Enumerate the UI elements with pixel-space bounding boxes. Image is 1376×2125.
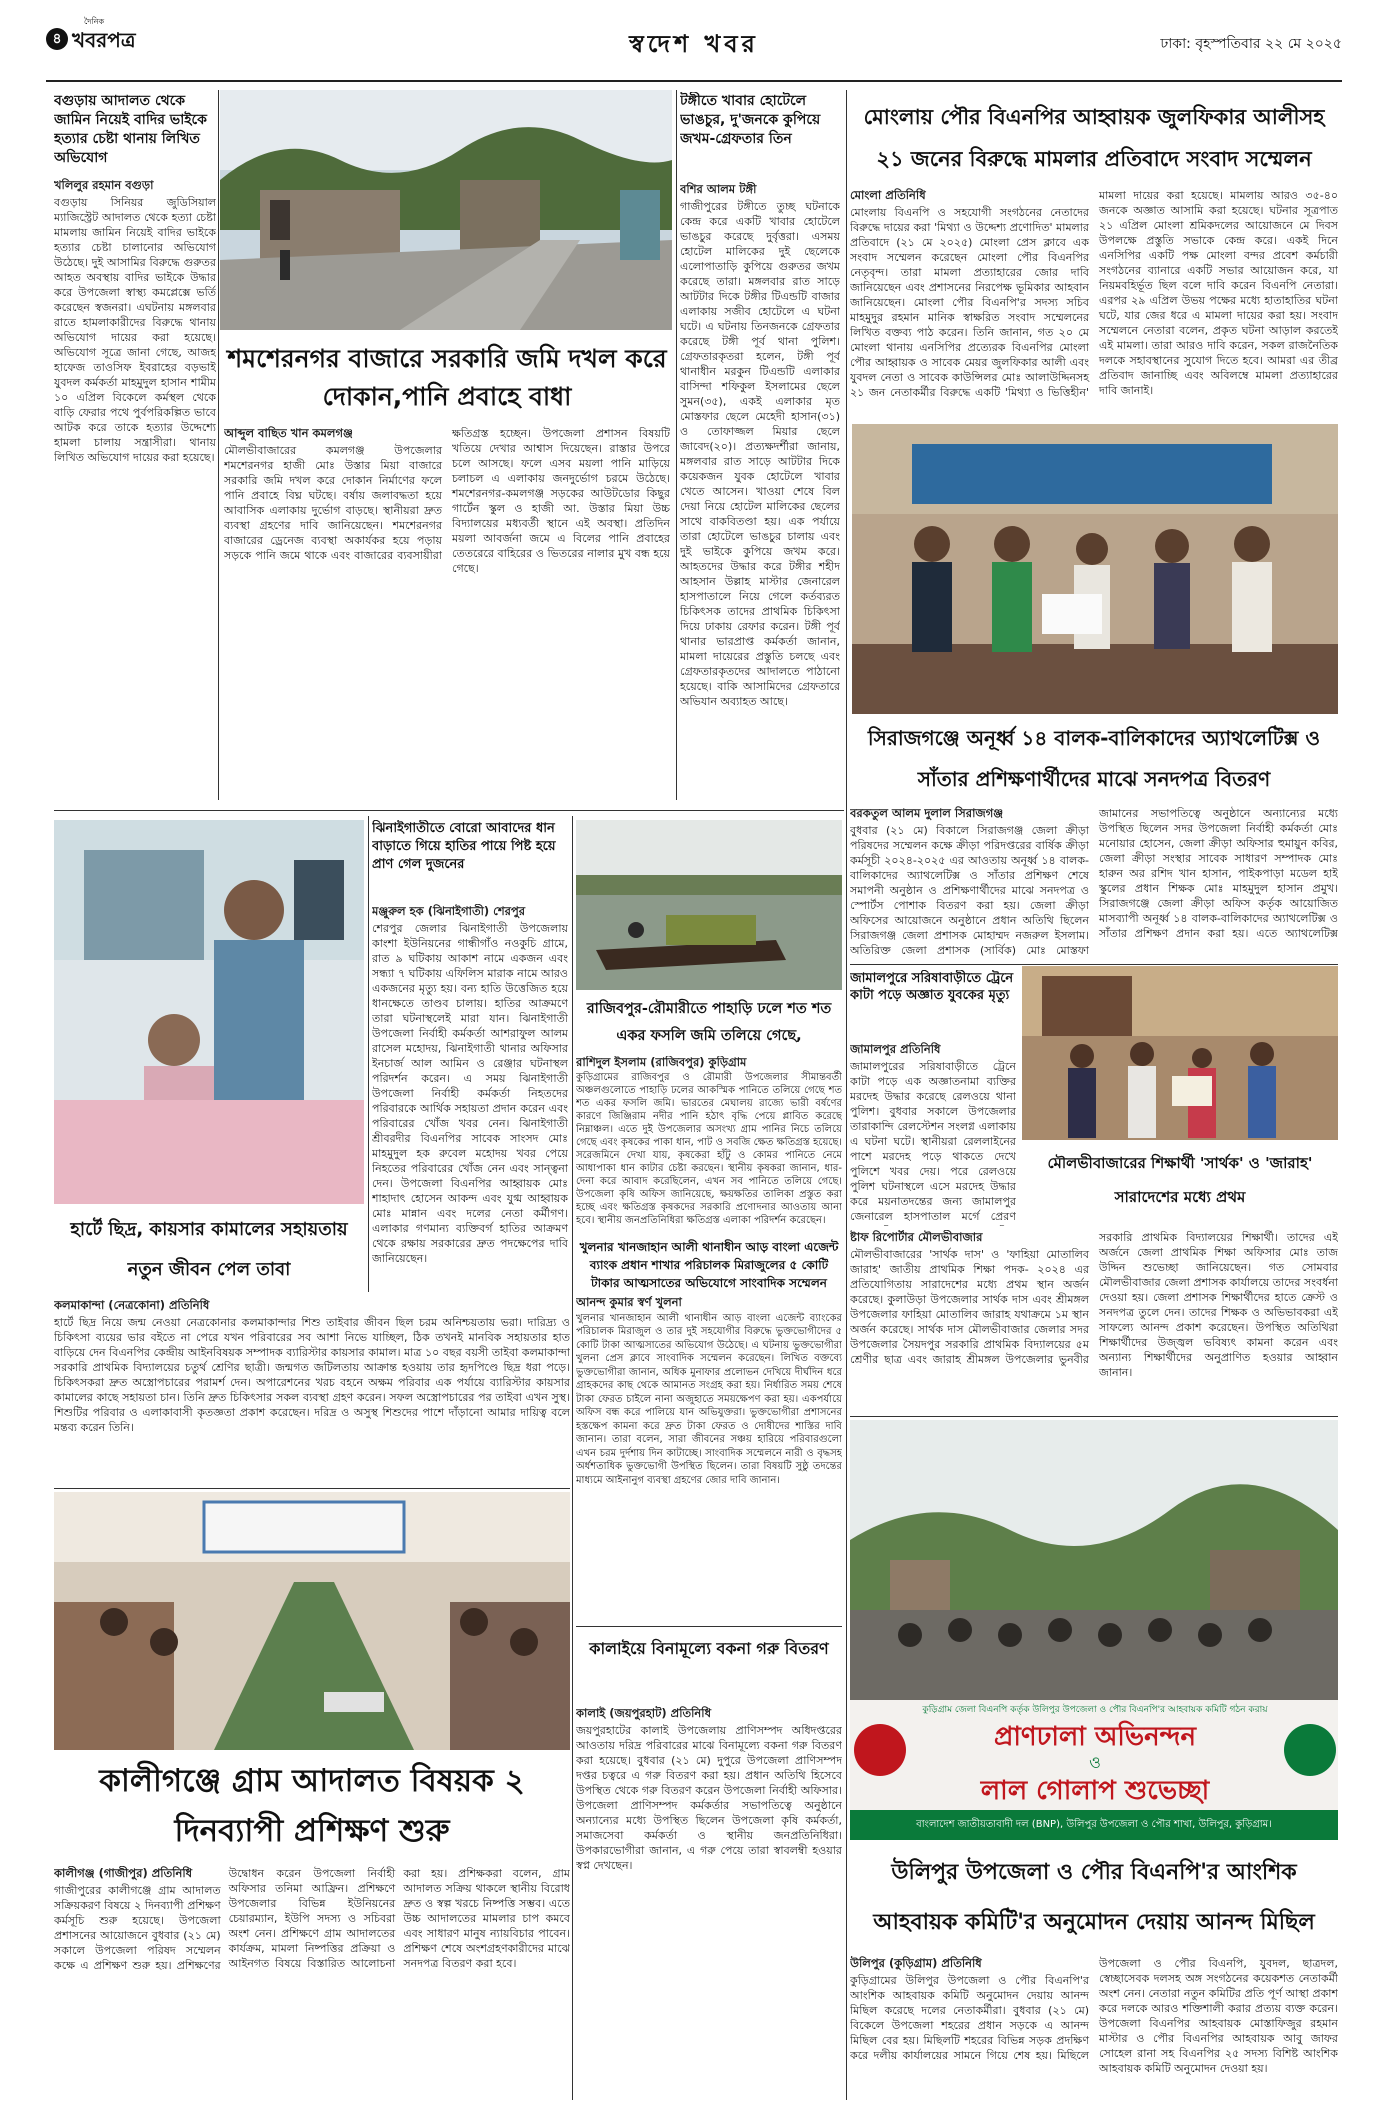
tibba-headline: হার্টে ছিদ্র, কায়সার কামালের সহায়তায় নতুন জীবন পেল তাবা xyxy=(70,1219,348,1280)
tongi-text: গাজীপুরের টঙ্গীতে তুচ্ছ ঘটনাকে কেন্দ্র করে একটি খাবার হোটেলে ভাঙচুর করেছে দুর্বৃত্তরা। এসময় হোটেল মালিকের দুই ছেলেকে এলোপাতাড়ি কুপিয়ে গুরুতর জখম করেছে তারা। মঙ্গলবার রাত সাড়ে আটটার দিকে টঙ্গীর টিএন্ডটি বাজার এলাকায় সজীব হোটেলে এ ঘটনা ঘটে। এ ঘটনায় তিনজনকে গ্রেফতার করেছে টঙ্গী পূর্ব থানা পুলিশ। গ্রেফতারকৃতরা হলেন, টঙ্গী পূর্ব থানাধীন মরকুন টিএন্ডটি এলাকার বাসিন্দা শফিকুল ইসলামের ছেলে সুমন(৩৫), একই এলাকার মৃত মোস্তফার ছেলে মেহেদী হাসান(৩১) ও তোফাজ্জল মিয়ার ছেলে জাবেদ(২০)। প্রত্যক্ষদর্শীরা জানায়, মঙ্গলবার রাত সাড়ে আটটার দিকে কয়েকজন যুবক হোটেলে খাবার খেতে আসেন। খাওয়া শেষে বিল দেয়া নিয়ে হোটেল মালিকের ছেলের সাথে বাকবিতণ্ডা হয়। এক পর্যায়ে তারা হোটেলে ভাঙচুর চালায় এবং দুই ভাইকে কুপিয়ে জখম করে। আহতদের উদ্ধার করে টঙ্গীর শহীদ আহসান উল্লাহ মাস্টার জেনারেল হাসপাতালে নিয়ে গেলে কর্তব্যরত চিকিৎসক তাদের প্রাথমিক চিকিৎসা দিয়ে ঢাকায় রেফার করেন। টঙ্গী পূর্ব থানার ভারপ্রাপ্ত কর্মকর্তা জানান, মামলা দায়েরের প্রস্তুতি চলছে এবং গ্রেফতারকৃতদের আদালতে পাঠানো হয়েছে। বাকি আসামিদের গ্রেফতারে অভিযান অব্যাহত আছে। xyxy=(680,200,840,708)
khulna-byline: আনন্দ কুমার স্বর্ণ খুলনা xyxy=(576,1296,682,1309)
section-title: স্বদেশ খবর xyxy=(629,29,759,58)
tibba-photo xyxy=(54,820,364,1204)
ulipur-photo xyxy=(850,1420,1338,1840)
jamalpur-byline: জামালপুর প্রতিনিধি xyxy=(850,1042,941,1056)
banner-party: বাংলাদেশ জাতীয়তাবাদী দল (BNP), উলিপুর উপজেলা ও পৌর শাখা, উলিপুর, কুড়িগ্রাম। xyxy=(916,1819,1272,1830)
brand-small: দৈনিক xyxy=(84,17,105,26)
rajibpur-byline: রাশিদুল ইসলাম (রাজিবপুর) কুড়িগ্রাম xyxy=(576,1056,747,1069)
column-rule xyxy=(368,816,369,1292)
shamshernagar-photo xyxy=(220,90,672,330)
rajibpur-photo xyxy=(576,820,842,990)
column-rule xyxy=(572,816,573,2100)
kaliganj-body xyxy=(54,1866,570,2098)
rajibpur-body xyxy=(576,1056,842,1232)
mongla-byline: মোংলা প্রতিনিধি xyxy=(850,188,926,202)
kaliya-body xyxy=(576,1706,842,2098)
jamalpur-headline: জামালপুরে সরিষাবাড়ীতে ট্রেনে কাটা পড়ে অজ্ঞাত যুবকের মৃত্যু xyxy=(850,971,1014,1003)
khulna-headline: খুলনার খানজাহান আলী থানাধীন আড় বাংলা এজেন্ট ব্যাংক প্রধান শাখার পরিচালক মিরাজুলের ৫ কোটি টাকার আত্মসাতের অভিযোগে সাংবাদিক সম্মেলন xyxy=(579,1240,839,1290)
kaliganj-text: গাজীপুরের কালীগঞ্জে গ্রাম আদালত সক্রিয়করণ বিষয়ে ২ দিনব্যাপী প্রশিক্ষণ কর্মসূচি শুরু হয়েছে। উপজেলা প্রশাসনের আয়োজনে বুধবার (২১ মে) সকালে উপজেলা পরিষদ সম্মেলন কক্ষে এ প্রশিক্ষণ শুরু হয়। প্রশিক্ষণের উদ্বোধন করেন উপজেলা নির্বাহী অফিসার তনিমা আফ্রিন। প্রশিক্ষণে উপজেলার বিভিন্ন ইউনিয়নের চেয়ারম্যান, ইউপি সদস্য ও সচিবরা অংশ নেন। প্রশিক্ষণে গ্রাম আদালতের কার্যক্রম, মামলা নিষ্পত্তির প্রক্রিয়া ও আইনগত বিষয়ে বিস্তারিত আলোচনা করা হয়। প্রশিক্ষকরা বলেন, গ্রাম আদালত সক্রিয় থাকলে স্থানীয় বিরোধ দ্রুত ও স্বল্প খরচে নিষ্পত্তি সম্ভব। এতে উচ্চ আদালতের মামলার চাপ কমবে এবং সাধারণ মানুষ ন্যায়বিচার পাবেন। প্রশিক্ষণ শেষে অংশগ্রহণকারীদের মাঝে সনদপত্র বিতরণ করা হবে। xyxy=(54,1867,570,1972)
tibba-body xyxy=(54,1298,570,1482)
khulna-body xyxy=(576,1296,842,1622)
row-rule xyxy=(850,964,1338,965)
sirajganj-text: বুধবার (২১ মে) বিকালে সিরাজগঞ্জ জেলা ক্রীড়া পরিষদের সম্মেলন কক্ষে ক্রীড়া পরিদপ্তরের বার্ষিক ক্রীড়া কর্মসূচী ২০২৪-২০২৫ এর আওতায় অনূর্ধ্ব ১৪ বালক-বালিকাদের অ্যাথলেটিক্স ও সাঁতার প্রশিক্ষণ শেষে সমাপনী অনুষ্ঠান ও প্রশিক্ষণার্থীদের মাঝে সনদপত্র ও স্পোর্টস পোশাক বিতরণ করা হয়। জেলা ক্রীড়া অফিসের আয়োজনে অনুষ্ঠানে প্রধান অতিথি ছিলেন সিরাজগঞ্জ জেলা প্রশাসক মোহাম্মদ নজরুল ইসলাম। অতিরিক্ত জেলা প্রশাসক (সার্বিক) মোঃ মোস্তফা জামানের সভাপতিত্বে অনুষ্ঠানে অন্যান্যের মধ্যে উপস্থিত ছিলেন সদর উপজেলা নির্বাহী কর্মকর্তা মোঃ মনোয়ার হোসেন, জেলা ক্রীড়া অফিসার হুমায়ুন কবির, জেলা ক্রীড়া সংস্থার সাবেক সাধারণ সম্পাদক মোঃ হারুন অর রশিদ খান হাসান, পাইকপাড়া মডেল হাই স্কুলের প্রধান শিক্ষক মোঃ মাহমুদুল হাসান প্রমুখ। সিরাজগঞ্জে জেলা ক্রীড়া অফিস কর্তৃক আয়োজিত মাসব্যাপী অনূর্ধ্ব ১৪ বালক-বালিকাদের অ্যাথলেটিক্স ও সাঁতার প্রশিক্ষণ প্রদান করা হয়। এতে অ্যাথলেটিক্স xyxy=(850,807,1338,957)
shamshernagar-byline: আব্দুল বাছিত খান কমলগঞ্জ xyxy=(224,426,353,440)
tibba-text: হার্টে ছিদ্র নিয়ে জন্ম নেওয়া নেত্রকোনার কলমাকান্দার শিশু তাইবার জীবন ছিল চরম অনিশ্চয়তায় ভরা। দারিদ্র্য ও চিকিৎসা ব্যয়ের ভার বইতে না পেরে যখন পরিবারের সব আশা নিভে যাচ্ছিল, ঠিক তখনই মানবিক সহায়তার হাত বাড়িয়ে দেন বিএনপির কেন্দ্রীয় আইনবিষয়ক সম্পাদক ব্যারিস্টার কায়সার কামাল। মাত্র ১০ বছর বয়সী তাইবা কলমাকান্দা সরকারি প্রাথমিক বিদ্যালয়ের চতুর্থ শ্রেণির ছাত্রী। জন্মগত জটিলতায় আক্রান্ত হওয়ায় তার হৃদপিণ্ডে ছিদ্র ধরা পড়ে। চিকিৎসকরা দ্রুত অস্ত্রোপচারের পরামর্শ দেন। অপারেশনের খরচ বহনে অক্ষম পরিবার এক পর্যায়ে ব্যারিস্টার কায়সার কামালের কাছে সহায়তা চান। তিনি দ্রুত চিকিৎসার সকল ব্যবস্থা গ্রহণ করেন। সফল অস্ত্রোপচারের পর তাইবা এখন সুস্থ। শিশুটির পরিবার ও এলাকাবাসী কৃতজ্ঞতা প্রকাশ করেছেন। দরিদ্র ও অসুস্থ শিশুদের পাশে দাঁড়ানো আমার দায়িত্ব বলে মন্তব্য করেন তিনি। xyxy=(54,1316,570,1434)
jinaigati-body xyxy=(372,904,568,1292)
kaliganj-photo xyxy=(54,1492,570,1750)
rajibpur-headline: রাজিবপুর-রৌমারীতে পাহাড়ি ঢলে শত শত একর ফসলি জমি তলিয়ে গেছে, xyxy=(586,1001,832,1044)
column-rule xyxy=(676,90,677,800)
mongla-body xyxy=(850,188,1338,414)
tongi-body xyxy=(680,182,840,798)
bogura-body xyxy=(54,178,216,794)
row-rule xyxy=(576,1626,842,1627)
issue-date: ঢাকা: বৃহস্পতিবার ২২ মে ২০২৫ xyxy=(1160,36,1342,52)
sirajganj-headline: সিরাজগঞ্জে অনূর্ধ্ব ১৪ বালক-বালিকাদের অ্যাথলেটিক্স ও সাঁতার প্রশিক্ষণার্থীদের মাঝে সনদপত্র বিতরণ xyxy=(867,726,1321,791)
banner-line1: প্রাণঢালা অভিনন্দন xyxy=(993,1722,1197,1752)
sirajganj-byline: বরকতুল আলম দুলাল সিরাজগঞ্জ xyxy=(850,806,1004,820)
ulipur-byline: উলিপুর (কুড়িগ্রাম) প্রতিনিধি xyxy=(850,1956,982,1970)
moulvibazar-byline: ষ্টাফ রিপোর্টার মৌলভীবাজার xyxy=(850,1230,983,1244)
jinaigati-text: শেরপুর জেলার ঝিনাইগাতী উপজেলায় কাংশা ইউনিয়নের গান্ধীগাঁও নওকুচি গ্রামে, রাত ৯ ঘটিকায় আকাশ নামে একজন এবং সন্ধ্যা ৭ ঘটিকায় এফিলিস মারাক নামে আরও একজনের মৃত্যু হয়। বন্য হাতি উত্তেজিত হয়ে ধানক্ষেতে তাণ্ডব চালায়। হাতির আক্রমণে তারা ঘটনাস্থলেই মারা যান। ঝিনাইগাতী উপজেলা নির্বাহী কর্মকর্তা আশরাফুল আলম রাসেল মহোদয়, ঝিনাইগাতী থানার অফিসার ইনচার্জ আল আমিন ও রেঞ্জার ঘটনাস্থল পরিদর্শন করেন। এ সময় ঝিনাইগাতী উপজেলা নির্বাহী কর্মকর্তা নিহতদের পরিবারকে আর্থিক সহায়তা প্রদান করেন এবং পরিবারের খোঁজ খবর নেন। ঝিনাইগাতী শ্রীবরদীর বিএনপির সাবেক সাংসদ মোঃ মাহমুদুল হক রুবেল মহোদয় খবর পেয়ে নিহতের পরিবারের খোঁজ নেন এবং সান্ত্বনা দেন। উপজেলা বিএনপির আহ্বায়ক মোঃ শাহাদাৎ হোসেন আকন্দ এবং যুগ্ম আহ্বায়ক মোঃ মান্নান এবং দলের নেতা কর্মীগণ। এলাকার গণমান্য ব্যক্তিবর্গ হাতির আক্রমণ থেকে রক্ষায় সরকারের দ্রুত পদক্ষেপের দাবি জানিয়েছেন। xyxy=(372,922,568,1265)
row-rule xyxy=(54,810,844,811)
page-header xyxy=(46,17,1342,82)
banner-line2: ও xyxy=(1089,1753,1101,1772)
masthead-logo: খবরপত্র xyxy=(72,28,136,52)
moulvibazar-photo xyxy=(1022,966,1338,1140)
page-number: ৪ xyxy=(46,28,68,50)
jinaigati-byline: মঞ্জুরুল হক (ঝিনাইগাতী) শেরপুর xyxy=(372,904,526,918)
kaliganj-byline: কালীগঞ্জ (গাজীপুর) প্রতিনিধি xyxy=(54,1866,193,1880)
shamshernagar-headline: শমশেরনগর বাজারে সরকারি জমি দখল করে দোকান,পানি প্রবাহে বাধা xyxy=(227,344,667,411)
bogura-text: বগুড়ায় সিনিয়র জুডিসিয়াল ম্যাজিস্ট্রেট আদালত থেকে হত্যা চেষ্টা মামলায় জামিন নিয়েই বাদির ভাইকে হত্যার চেষ্টা চালানোর অভিযোগ উঠেছে। দুই আসামির বিরুদ্ধে গুরুতর আহত অবস্থায় বাদির ভাইকে উদ্ধার করে উপজেলা স্বাস্থ্য কমপ্লেক্সে ভর্তি করেছেন স্বজনরা। এঘটনায় মঙ্গলবার রাতে হামলাকারীদের বিরুদ্ধে থানায় অভিযোগ দায়ের করা হয়েছে। অভিযোগ সূত্রে জানা গেছে, আজহ হাফেজ তাওসিফ ইবরাহের বড়ভাই যুবদল কর্মকর্তা মাহমুদুল হাসান শামীম ১০ এপ্রিল বিকেলে কর্মস্থল থেকে বাড়ি ফেরার পথে পুর্বপরিকল্পিত ভাবে আটক করে তাকে হত্যার উদ্দেশ্যে হামলা চালায় সন্ত্রাসীরা। থানায় লিখিত অভিযোগ দায়ের করা হয়েছে। xyxy=(54,196,216,464)
kaliganj-headline: কালীগঞ্জে গ্রাম আদালত বিষয়ক ২ দিনব্যাপী প্রশিক্ষণ শুরু xyxy=(99,1763,525,1849)
sirajganj-body xyxy=(850,806,1338,962)
ulipur-text: কুড়িগ্রামের উলিপুর উপজেলা ও পৌর বিএনপি'র আংশিক আহবায়ক কমিটি অনুমোদন দেয়ায় আনন্দ মিছিল করেছে দলের নেতাকর্মীরা। বুধবার (২১ মে) বিকেলে উপজেলা শহরের প্রধান সড়কে এ আনন্দ মিছিল বের হয়। মিছিলটি শহরের বিভিন্ন সড়ক প্রদক্ষিণ করে দলীয় কার্যালয়ের সামনে গিয়ে শেষ হয়। মিছিলে উপজেলা ও পৌর বিএনপি, যুবদল, ছাত্রদল, স্বেচ্ছাসেবক দলসহ অঙ্গ সংগঠনের কয়েকশত নেতাকর্মী অংশ নেন। নেতারা নতুন কমিটির প্রতি পূর্ণ আস্থা প্রকাশ করে দলকে আরও শক্তিশালী করার প্রত্যয় ব্যক্ত করেন। উপজেলা বিএনপির আহবায়ক মোস্তাফিজুর রহমান মাস্টার ও পৌর বিএনপির আহবায়ক আবু জাফর সোহেল রানা সহ বিএনপির ২৫ সদস্য বিশিষ্ট আংশিক আহবায়ক কমিটি অনুমোদন দেওয়া হয়। xyxy=(850,1957,1338,2075)
tongi-headline: টঙ্গীতে খাবার হোটেলে ভাঙচুর, দু'জনকে কুপিয়ে জখম-গ্রেফতার তিন xyxy=(680,93,821,147)
bogura-byline: খলিলুর রহমান বগুড়া xyxy=(54,178,154,192)
kaliya-headline: কালাইয়ে বিনামূল্যে বকনা গরু বিতরণ xyxy=(589,1639,829,1658)
jamalpur-text: জামালপুরের সরিষাবাড়ীতে ট্রেনে কাটা পড়ে এক অজ্ঞাতনামা ব্যক্তির মরদেহ উদ্ধার করেছে রেলওয়ে থানা পুলিশ। বুধবার সকালে উপজেলার তারাকান্দি রেলস্টেশন সংলগ্ন এলাকায় এ ঘটনা ঘটে। স্থানীয়রা রেললাইনের পাশে মরদেহ পড়ে থাকতে দেখে পুলিশে খবর দেয়। পরে রেলওয়ে পুলিশ ঘটনাস্থলে এসে মরদেহ উদ্ধার করে ময়নাতদন্তের জন্য জামালপুর জেনারেল হাসপাতাল মর্গে প্রেরণ xyxy=(850,1060,1016,1223)
row-rule xyxy=(54,1488,570,1489)
shamshernagar-text: মৌলভীবাজারের কমলগঞ্জ উপজেলার শমশেরনগর হাজী মোঃ উস্তার মিয়া বাজারে সরকারি জমি দখল করে দোকান নির্মাণের ফলে পানি প্রবাহে বিঘ্ন ঘটছে। বর্ষায় জলাবদ্ধতা হয়ে আবাসিক এলাকায় দুর্ভোগ বাড়ছে। স্থানীয়রা দ্রুত ব্যবস্থা গ্রহণের দাবি জানিয়েছেন। শমশেরনগর বাজারের ড্রেনেজ ব্যবস্থা অকার্যকর হয়ে পড়ায় সড়কে পানি জমে থাকে এবং বাজারের ব্যবসায়ীরা ক্ষতিগ্রস্ত হচ্ছেন। উপজেলা প্রশাসন বিষয়টি খতিয়ে দেখার আশ্বাস দিয়েছেন। রাস্তার উপরে চলে আসছে। ফলে এসব ময়লা পানি মাড়িয়ে চলাচল এ এলাকায় জনদুর্ভোগ চরমে উঠেছে। শমশেরনগর-কমলগঞ্জ সড়কের আউটডোর কিছুর গার্টেন স্কুল ও হাজী আ. উস্তার মিয়া উচ্চ বিদ্যালয়ের মধ্যবর্তী স্থানে এই অবস্থা। প্রতিদিন ময়লা আবর্জনা জমে এ বিলের পানি প্রবাহের তেতরেরে বাহিরের ও ভিতরের নালার মুখ বন্ধ হয়ে গেছে। xyxy=(224,427,670,575)
bogura-headline: বগুড়ায় আদালত থেকে জামিন নিয়েই বাদির ভাইকে হত্যার চেষ্টা থানায় লিখিত অভিযোগ xyxy=(54,93,207,166)
column-rule xyxy=(218,90,219,800)
moulvibazar-body xyxy=(850,1230,1338,1414)
column-rule xyxy=(846,90,847,2100)
kaliya-byline: কালাই (জয়পুরহাট) প্রতিনিধি xyxy=(576,1706,712,1720)
shamshernagar-body xyxy=(224,426,670,798)
banner-top-line: কুড়িগ্রাম জেলা বিএনপি কর্তৃক উলিপুর উপজেলা ও পৌর বিএনপি'র আহবায়ক কমিটি গঠন করায় xyxy=(922,1705,1268,1715)
banner-line3: লাল গোলাপ শুভেচ্ছা xyxy=(980,1776,1210,1806)
mongla-headline: মোংলায় পৌর বিএনপির আহ্বায়ক জুলফিকার আলীসহ ২১ জনের বিরুদ্ধে মামলার প্রতিবাদে সংবাদ সম্মেলন xyxy=(863,105,1325,171)
row-rule xyxy=(850,1416,1338,1417)
khulna-text: খুলনার খানজাহান আলী থানাধীন আড় বাংলা এজেন্ট ব্যাংকের পরিচালক মিরাজুল ও তার দুই সহযোগীর বিরুদ্ধে ভুক্তভোগীদের ৫ কোটি টাকা আত্মসাতের অভিযোগ উঠেছে। এ ঘটনায় ভুক্তভোগীরা খুলনা প্রেস ক্লাবে সাংবাদিক সম্মেলন করেছেন। লিখিত বক্তব্যে ভুক্তভোগীরা জানান, অধিক মুনাফার প্রলোভন দেখিয়ে দীর্ঘদিন ধরে গ্রাহকদের কাছ থেকে আমানত সংগ্রহ করা হয়। নির্ধারিত সময় শেষে টাকা ফেরত চাইলে নানা অজুহাতে সময়ক্ষেপণ করা হয়। একপর্যায়ে অফিস বন্ধ করে পালিয়ে যান অভিযুক্তরা। ভুক্তভোগীরা প্রশাসনের হস্তক্ষেপ কামনা করে দ্রুত টাকা ফেরত ও দোষীদের শাস্তির দাবি জানান। তারা বলেন, সারা জীবনের সঞ্চয় হারিয়ে পরিবারগুলো এখন চরম দুর্দশায় দিন কাটাচ্ছে। সাংবাদিক সম্মেলনে নারী ও বৃদ্ধসহ অর্ধশতাধিক ভুক্তভোগী উপস্থিত ছিলেন। তারা বিষয়টি সুষ্ঠু তদন্তের মাধ্যমে আইনানুগ ব্যবস্থা গ্রহণের জোর দাবি জানান। xyxy=(576,1312,842,1486)
kaliya-text: জয়পুরহাটের কালাই উপজেলায় প্রাণিসম্পদ অধিদপ্তরের আওতায় দরিদ্র পরিবারের মাঝে বিনামূল্যে বকনা গরু বিতরণ করা হয়েছে। বুধবার (২১ মে) দুপুরে উপজেলা প্রাণিসম্পদ দপ্তর চত্বরে এ গরু বিতরণ করা হয়। প্রধান অতিথি হিসেবে উপস্থিত থেকে গরু বিতরণ করেন উপজেলা নির্বাহী অফিসার। উপজেলা প্রাণিসম্পদ কর্মকর্তার সভাপতিত্বে অনুষ্ঠানে অন্যান্যের মধ্যে উপস্থিত ছিলেন উপজেলা কৃষি কর্মকর্তা, সমাজসেবা কর্মকর্তা ও স্থানীয় জনপ্রতিনিধিরা। উপকারভোগীরা জানান, এ গরু পেয়ে তারা স্বাবলম্বী হওয়ার স্বপ্ন দেখছেন। xyxy=(576,1724,842,1872)
sirajganj-photo xyxy=(852,424,1338,714)
mongla-text: মোংলায় বিএনপি ও সহযোগী সংগঠনের নেতাদের বিরুদ্ধে দায়ের করা 'মিথ্যা ও উদ্দেশ্য প্রণোদিত' মামলার প্রতিবাদে (২১ মে ২০২৫) মোংলা প্রেস ক্লাবে এক সংবাদ সম্মেলন করেছেন মোংলা পৌর বিএনপির নেতৃবৃন্দ। তারা মামলা প্রত্যাহারের জোর দাবি জানিয়েছেন এবং প্রশাসনের নিরপেক্ষ ভূমিকার আহবান জানিয়েছেন। মোংলা পৌর বিএনপি'র সদস্য সচিব মাহমুদুর রহমান মানিক স্বাক্ষরিত সংবাদ সম্মেলনের লিখিত বক্তব্য পাঠ করেন। তিনি জানান, গত ২০ মে মোংলা থানায় এনসিপির প্রত্যেরক বিএনপির মোংলা পৌর আহ্বায়ক ও সাবেক মেয়র জুলফিকার আলী এবং যুবদল নেতা ও সাবেক কাউন্সিলর মোঃ আলাউদ্দিনসহ ২১ জন নেতাকর্মীর বিরুদ্ধে একটি 'মিথ্যা ও ভিত্তিহীন' মামলা দায়ের করা হয়েছে। মামলায় আরও ৩৫-৪০ জনকে অজ্ঞাত আসামি করা হয়েছে। ঘটনার সূত্রপাত ২১ এপ্রিল মোংলা শ্রমিকদলের আয়োজনে মে দিবস উপলক্ষে প্রস্তুতি সভাকে কেন্দ্র করে। একই দিনে এনসিপির একটি পক্ষ মোংলা বন্দর প্রবেশ কর্মচারী সংগঠনের ব্যানারে একটি সভার আয়োজন করে, যা নিয়মবহির্ভূত ছিল বলে দাবি করেন বিএনপি নেতারা। এরপর ২৯ এপ্রিল উভয় পক্ষের মধ্যে হাতাহাতির ঘটনা ঘটে, যার জের ধরে এ মামলা দায়ের করা হয়। সংবাদ সম্মেলনে নেতারা বলেন, প্রকৃত ঘটনা আড়াল করতেই এই মামলা। তারা আরও দাবি করেন, সকল রাজনৈতিক দলকে সহাবস্থানের সুযোগ দিতে হবে। আমরা এর তীব্র প্রতিবাদ জানাচ্ছি এবং অবিলম্বে মামলা প্রত্যাহারের দাবি জানাই। xyxy=(850,189,1338,399)
ulipur-headline: উলিপুর উপজেলা ও পৌর বিএনপি'র আংশিক আহবায়ক কমিটি'র অনুমোদন দেয়ায় আনন্দ মিছিল xyxy=(873,1860,1315,1935)
moulvibazar-text: মৌলভীবাজারের 'সার্থক দাস' ও 'ফাহিয়া মোতালিব জারাহ' জাতীয় প্রাথমিক শিক্ষা পদক- ২০২৪ এর প্রতিযোগিতায় সারাদেশের মধ্যে প্রথম স্থান অর্জন করেছে। কুলাউড়া উপজেলার সার্থক দাস এবং শ্রীমঙ্গল উপজেলার ফাহিয়া মোতালিব জারাহ যথাক্রমে ১ম স্থান অর্জন করেছে। সার্থক দাস মৌলভীবাজার জেলার সদর উপজেলার সৈয়দপুর সরকারি প্রাথমিক বিদ্যালয়ের ৫ম শ্রেণীর ছাত্র এবং জারাহ শ্রীমঙ্গল উপজেলার ভুনবীর সরকারি প্রাথমিক বিদ্যালয়ের শিক্ষার্থী। তাদের এই অর্জনে জেলা প্রাথমিক শিক্ষা অফিসার মোঃ তাজ উদ্দিন শুভেচ্ছা জানিয়েছেন। গত সোমবার মৌলভীবাজার জেলা প্রশাসক কার্যালয়ে তাদের সংবর্ধনা দেওয়া হয়। জেলা প্রশাসক শিক্ষার্থীদের হাতে ক্রেস্ট ও সনদপত্র তুলে দেন। তাদের শিক্ষক ও অভিভাবকরা এই সাফল্যে আনন্দ প্রকাশ করেছেন। উপস্থিত অতিথিরা শিক্ষার্থীদের উজ্জ্বল ভবিষ্যৎ কামনা করেন এবং অন্যান্য শিক্ষার্থীদের অনুপ্রাণিত হওয়ার আহ্বান জানান। xyxy=(850,1231,1338,1379)
jamalpur-body xyxy=(850,1042,1016,1226)
rajibpur-text: কুড়িগ্রামের রাজিবপুর ও রৌমারী উপজেলার সীমান্তবর্তী অঞ্চলগুলোতে পাহাড়ি ঢলের আকস্মিক পানিতে তলিয়ে গেছে শত শত একর ফসলি জমি। ভারতের মেঘালয় রাজ্যে ভারী বর্ষণের কারণে জিঞ্জিরাম নদীর পানি হঠাৎ বৃদ্ধি পেয়ে প্লাবিত করেছে নিম্নাঞ্চল। এতে দুই উপজেলার অসংখ্য গ্রাম পানির নিচে তলিয়ে গেছে এবং কৃষকের পাকা ধান, পাট ও সবজি ক্ষেত ক্ষতিগ্রস্ত হয়েছে। সরেজমিনে দেখা যায়, কৃষকেরা হাঁটু ও কোমর পানিতে নেমে আধাপাকা ধান কাটার চেষ্টা করছেন। স্থানীয় কৃষকরা জানান, ধার-দেনা করে আবাদ করেছিলেন, এখন সব পানিতে তলিয়ে গেছে। উপজেলা কৃষি অফিস জানিয়েছে, ক্ষয়ক্ষতির তালিকা প্রস্তুত করা হচ্ছে এবং ক্ষতিগ্রস্ত কৃষকদের সরকারি প্রণোদনার আওতায় আনা হবে। স্থানীয় জনপ্রতিনিধিরা ক্ষতিগ্রস্ত এলাকা পরিদর্শন করেছেন। xyxy=(576,1072,842,1226)
moulvibazar-headline: মৌলভীবাজারের শিক্ষার্থী 'সার্থক' ও 'জারাহ' সারাদেশের মধ্যে প্রথম xyxy=(1047,1154,1313,1206)
jinaigati-headline: ঝিনাইগাতীতে বোরো আবাদের ধান বাড়াতে গিয়ে হাতির পায়ে পিষ্ট হয়ে প্রাণ গেল দুজনের xyxy=(372,821,556,872)
tibba-byline: কলমাকান্দা (নেত্রকোনা) প্রতিনিধি xyxy=(54,1298,210,1312)
tongi-byline: বশির আলম টঙ্গী xyxy=(680,182,757,196)
ulipur-body xyxy=(850,1956,1338,2098)
